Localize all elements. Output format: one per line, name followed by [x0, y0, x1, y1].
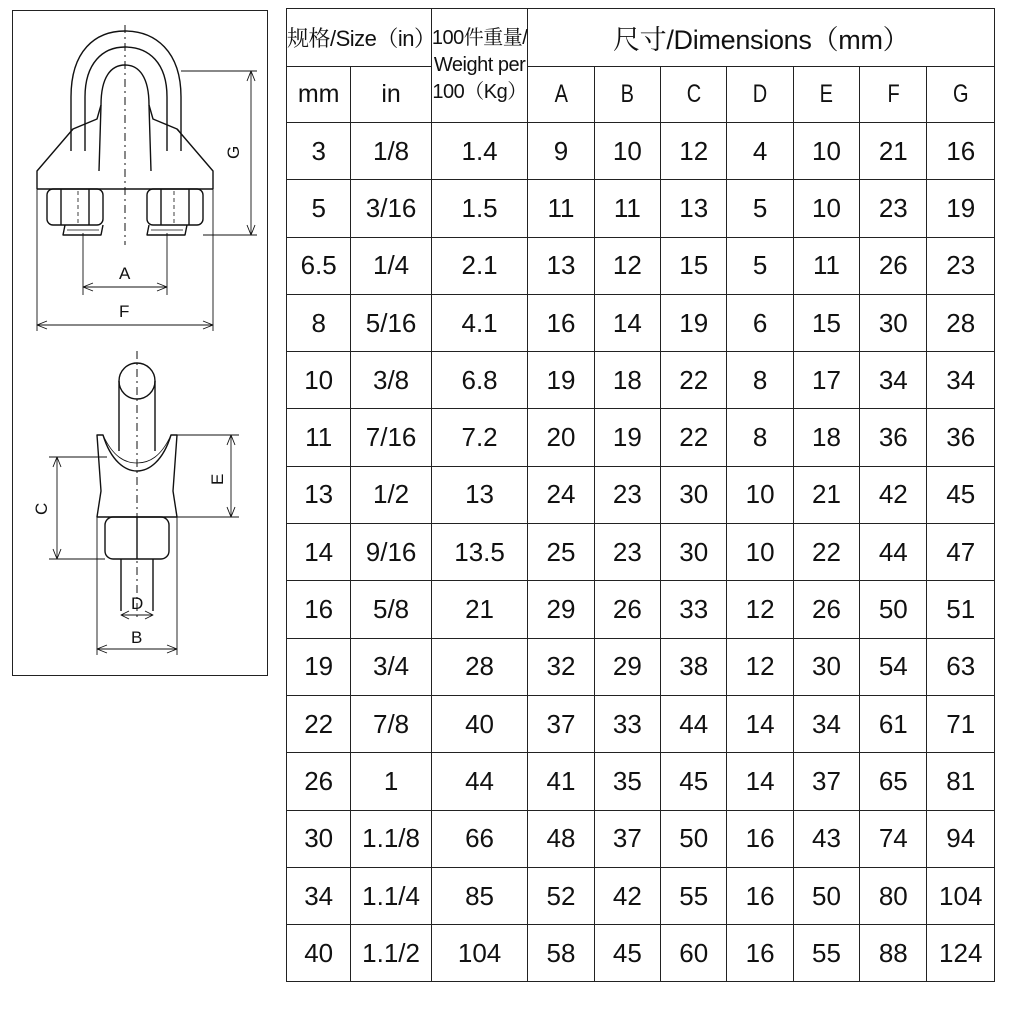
cell-dim-e: 11	[793, 237, 859, 294]
cell-dim-b: 33	[594, 695, 660, 752]
header-weight-line3: 100（Kg）	[432, 81, 527, 103]
header-col-g	[927, 67, 995, 123]
cell-dim-f: 36	[860, 409, 927, 466]
cell-dim-e: 17	[793, 352, 859, 409]
cell-dim-d: 8	[727, 352, 793, 409]
table-row	[287, 123, 995, 180]
cell-dim-e: 26	[793, 581, 859, 638]
cell-dim-a: 32	[528, 638, 594, 695]
cell-dim-c: 38	[661, 638, 727, 695]
cell-weight: 2.1	[431, 237, 528, 294]
cell-size-mm: 10	[287, 352, 351, 409]
cell-dim-g: 94	[927, 810, 995, 867]
cell-dim-d: 14	[727, 695, 793, 752]
u-bolt-inner	[85, 47, 167, 151]
cell-size-mm: 19	[287, 638, 351, 695]
header-weight	[431, 9, 528, 123]
cell-dim-c: 45	[661, 753, 727, 810]
cell-dim-d: 5	[727, 237, 793, 294]
cell-dim-g: 23	[927, 237, 995, 294]
cell-dim-f: 74	[860, 810, 927, 867]
spec-table	[286, 8, 995, 982]
cell-dim-a: 41	[528, 753, 594, 810]
cell-dim-g: 124	[927, 925, 995, 982]
cell-weight: 13.5	[431, 524, 528, 581]
cell-dim-g: 45	[927, 466, 995, 523]
cell-dim-d: 14	[727, 753, 793, 810]
cell-dim-a: 11	[528, 180, 594, 237]
header-col-label: B	[620, 80, 635, 108]
dim-label-d: D	[131, 594, 144, 613]
table-row	[287, 810, 995, 867]
table-row	[287, 695, 995, 752]
cell-dim-c: 15	[661, 237, 727, 294]
cell-size-mm: 22	[287, 695, 351, 752]
cell-dim-b: 18	[594, 352, 660, 409]
cell-dim-c: 13	[661, 180, 727, 237]
cell-dim-c: 19	[661, 294, 727, 351]
cell-dim-d: 16	[727, 925, 793, 982]
spec-table-body	[287, 123, 995, 982]
cell-size-in: 3/4	[351, 638, 431, 695]
table-row	[287, 925, 995, 982]
cell-dim-f: 50	[860, 581, 927, 638]
cell-dim-b: 35	[594, 753, 660, 810]
cell-dim-a: 25	[528, 524, 594, 581]
cell-dim-f: 42	[860, 466, 927, 523]
cell-dim-c: 44	[661, 695, 727, 752]
cell-dim-d: 6	[727, 294, 793, 351]
cell-dim-g: 63	[927, 638, 995, 695]
cell-dim-f: 44	[860, 524, 927, 581]
cell-size-mm: 40	[287, 925, 351, 982]
cell-dim-d: 4	[727, 123, 793, 180]
header-col-a	[528, 67, 594, 123]
cell-dim-e: 15	[793, 294, 859, 351]
cell-dim-a: 19	[528, 352, 594, 409]
cell-dim-g: 16	[927, 123, 995, 180]
dim-label-c: C	[32, 502, 51, 515]
cell-dim-g: 19	[927, 180, 995, 237]
cell-size-mm: 6.5	[287, 237, 351, 294]
cell-dim-d: 10	[727, 466, 793, 523]
cell-dim-f: 21	[860, 123, 927, 180]
table-row	[287, 237, 995, 294]
header-mm: mm	[287, 67, 351, 123]
cell-size-in: 1.1/2	[351, 925, 431, 982]
cell-weight: 13	[431, 466, 528, 523]
cell-dim-f: 80	[860, 867, 927, 924]
clip-diagram-panel	[12, 10, 268, 676]
cell-dim-f: 34	[860, 352, 927, 409]
cell-dim-e: 55	[793, 925, 859, 982]
cell-dim-f: 23	[860, 180, 927, 237]
cell-size-mm: 5	[287, 180, 351, 237]
header-col-c	[661, 67, 727, 123]
cell-dim-b: 23	[594, 466, 660, 523]
cell-size-mm: 34	[287, 867, 351, 924]
table-row	[287, 352, 995, 409]
table-row	[287, 409, 995, 466]
cell-dim-d: 12	[727, 581, 793, 638]
cell-dim-b: 10	[594, 123, 660, 180]
cell-weight: 85	[431, 867, 528, 924]
cell-weight: 66	[431, 810, 528, 867]
cell-size-mm: 14	[287, 524, 351, 581]
table-row	[287, 867, 995, 924]
cell-dim-b: 23	[594, 524, 660, 581]
header-dimensions: 尺寸/Dimensions（mm）	[528, 9, 995, 67]
cell-dim-b: 29	[594, 638, 660, 695]
cell-dim-c: 60	[661, 925, 727, 982]
cell-dim-g: 104	[927, 867, 995, 924]
cell-dim-f: 54	[860, 638, 927, 695]
cell-size-in: 1/2	[351, 466, 431, 523]
cell-size-mm: 26	[287, 753, 351, 810]
cell-dim-c: 33	[661, 581, 727, 638]
cell-dim-b: 42	[594, 867, 660, 924]
cell-dim-g: 51	[927, 581, 995, 638]
cell-size-mm: 11	[287, 409, 351, 466]
cell-size-mm: 8	[287, 294, 351, 351]
dim-label-e: E	[208, 473, 227, 485]
cell-dim-d: 16	[727, 867, 793, 924]
cell-weight: 104	[431, 925, 528, 982]
table-row	[287, 466, 995, 523]
cell-size-in: 9/16	[351, 524, 431, 581]
cell-dim-b: 11	[594, 180, 660, 237]
cell-weight: 6.8	[431, 352, 528, 409]
cell-dim-g: 71	[927, 695, 995, 752]
cell-weight: 4.1	[431, 294, 528, 351]
cell-weight: 44	[431, 753, 528, 810]
header-weight-line1: 100件重量/	[431, 27, 528, 49]
cell-dim-a: 48	[528, 810, 594, 867]
cell-dim-a: 58	[528, 925, 594, 982]
cell-dim-a: 37	[528, 695, 594, 752]
dim-label-f: F	[119, 302, 130, 321]
cell-size-in: 1/8	[351, 123, 431, 180]
cell-dim-f: 65	[860, 753, 927, 810]
cell-dim-e: 34	[793, 695, 859, 752]
cell-size-in: 7/16	[351, 409, 431, 466]
cell-dim-e: 21	[793, 466, 859, 523]
header-col-label: A	[554, 80, 568, 108]
cell-dim-f: 88	[860, 925, 927, 982]
cell-size-in: 5/16	[351, 294, 431, 351]
header-col-label: D	[752, 80, 768, 108]
cell-dim-c: 55	[661, 867, 727, 924]
cell-size-in: 1.1/4	[351, 867, 431, 924]
header-col-d	[727, 67, 793, 123]
dim-label-a: A	[119, 264, 131, 283]
header-col-f	[860, 67, 927, 123]
cell-size-in: 5/8	[351, 581, 431, 638]
cell-dim-e: 30	[793, 638, 859, 695]
cell-weight: 21	[431, 581, 528, 638]
cell-dim-e: 18	[793, 409, 859, 466]
cell-size-mm: 3	[287, 123, 351, 180]
cell-dim-a: 20	[528, 409, 594, 466]
cell-dim-g: 28	[927, 294, 995, 351]
cell-dim-g: 81	[927, 753, 995, 810]
cell-dim-f: 26	[860, 237, 927, 294]
cell-dim-e: 50	[793, 867, 859, 924]
wire-rope-clip-drawing	[13, 11, 269, 677]
cell-dim-a: 29	[528, 581, 594, 638]
header-col-e	[793, 67, 859, 123]
header-col-label: G	[952, 80, 969, 108]
table-row	[287, 524, 995, 581]
cell-dim-b: 14	[594, 294, 660, 351]
table-row	[287, 180, 995, 237]
cell-dim-f: 61	[860, 695, 927, 752]
u-bolt-outer	[71, 31, 181, 151]
cell-dim-b: 37	[594, 810, 660, 867]
cell-dim-c: 50	[661, 810, 727, 867]
cell-dim-d: 10	[727, 524, 793, 581]
cell-dim-b: 45	[594, 925, 660, 982]
cell-dim-d: 8	[727, 409, 793, 466]
header-size: 规格/Size（in）	[287, 9, 432, 67]
left-nut	[47, 189, 103, 225]
header-col-label: C	[686, 80, 701, 108]
header-col-label: F	[887, 80, 900, 108]
cell-dim-e: 22	[793, 524, 859, 581]
dim-label-b: B	[131, 628, 143, 647]
cell-dim-a: 24	[528, 466, 594, 523]
cell-dim-g: 47	[927, 524, 995, 581]
cell-dim-a: 16	[528, 294, 594, 351]
cell-dim-c: 30	[661, 466, 727, 523]
header-col-label: E	[819, 80, 834, 108]
header-weight-line2: Weight per	[433, 54, 526, 76]
cell-dim-d: 5	[727, 180, 793, 237]
cell-size-in: 3/8	[351, 352, 431, 409]
cell-weight: 1.4	[431, 123, 528, 180]
cell-dim-d: 12	[727, 638, 793, 695]
table-row	[287, 753, 995, 810]
cell-dim-c: 30	[661, 524, 727, 581]
cell-dim-e: 43	[793, 810, 859, 867]
cell-dim-b: 26	[594, 581, 660, 638]
cell-weight: 7.2	[431, 409, 528, 466]
header-col-b	[594, 67, 660, 123]
cell-weight: 28	[431, 638, 528, 695]
cell-dim-e: 10	[793, 123, 859, 180]
table-row	[287, 638, 995, 695]
cell-size-in: 3/16	[351, 180, 431, 237]
cell-size-mm: 13	[287, 466, 351, 523]
cell-dim-e: 10	[793, 180, 859, 237]
cell-dim-d: 16	[727, 810, 793, 867]
right-nut	[147, 189, 203, 225]
dim-label-g: G	[224, 145, 243, 159]
header-in: in	[351, 67, 431, 123]
cell-size-mm: 30	[287, 810, 351, 867]
cell-size-in: 1	[351, 753, 431, 810]
cell-dim-b: 12	[594, 237, 660, 294]
cell-size-mm: 16	[287, 581, 351, 638]
cell-dim-a: 52	[528, 867, 594, 924]
cell-dim-a: 9	[528, 123, 594, 180]
cell-dim-a: 13	[528, 237, 594, 294]
cell-dim-e: 37	[793, 753, 859, 810]
cell-dim-f: 30	[860, 294, 927, 351]
cell-dim-g: 36	[927, 409, 995, 466]
cell-weight: 40	[431, 695, 528, 752]
cell-dim-c: 22	[661, 352, 727, 409]
cell-size-in: 7/8	[351, 695, 431, 752]
cell-size-in: 1/4	[351, 237, 431, 294]
cell-dim-c: 12	[661, 123, 727, 180]
table-row	[287, 294, 995, 351]
cell-dim-c: 22	[661, 409, 727, 466]
cell-dim-g: 34	[927, 352, 995, 409]
table-row	[287, 581, 995, 638]
cell-weight: 1.5	[431, 180, 528, 237]
cell-size-in: 1.1/8	[351, 810, 431, 867]
cell-dim-b: 19	[594, 409, 660, 466]
